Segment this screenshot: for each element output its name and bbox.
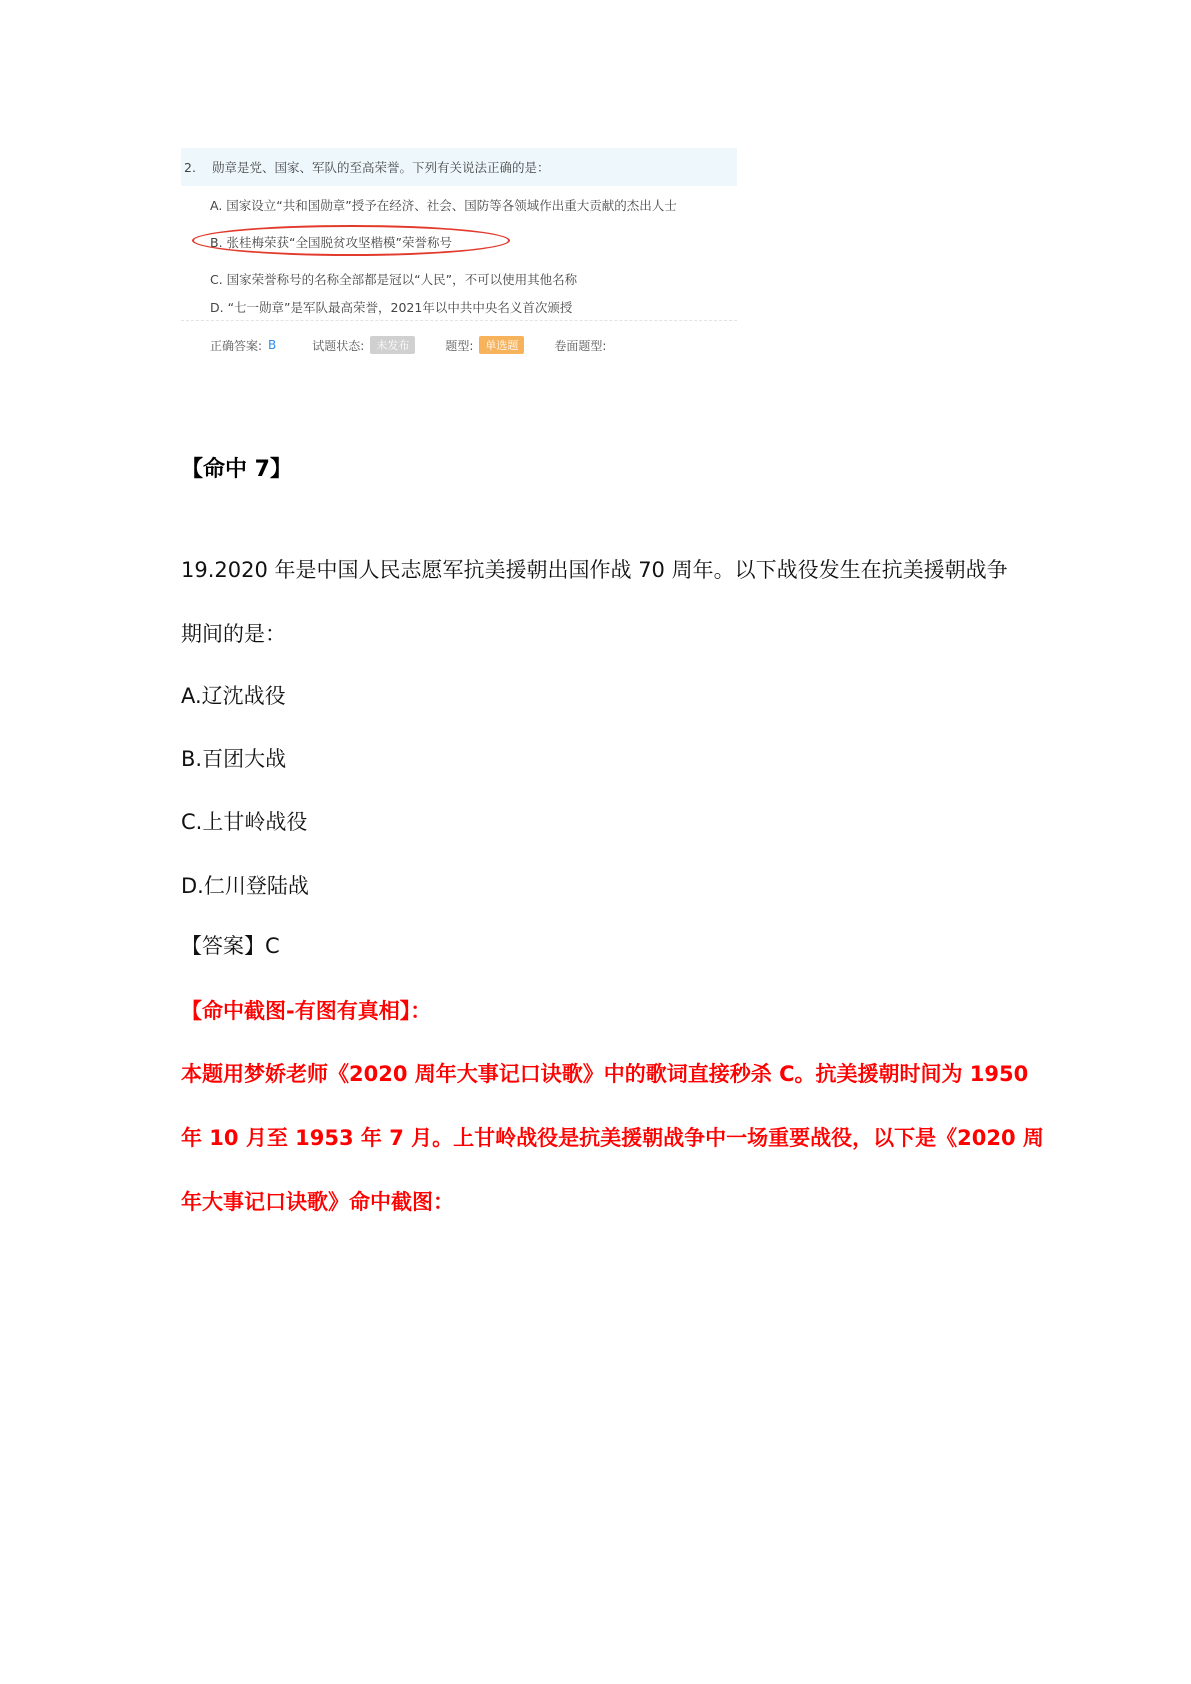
status-label: 试题状态:	[312, 338, 365, 353]
screenshot-option-d: D. “七一勋章”是军队最高荣誉，2021年以中共中央名义首次颁授	[210, 300, 573, 315]
question-screenshot	[181, 148, 737, 358]
screenshot-option-a: A. 国家设立“共和国勋章”授予在经济、社会、国防等各领域作出重大贡献的杰出人士	[210, 198, 677, 213]
paper-type-label: 卷面题型:	[554, 338, 607, 353]
option-a: A.辽沈战役	[181, 684, 286, 708]
status-badge: 未发布	[370, 336, 415, 354]
screenshot-question-number: 2.	[184, 159, 196, 175]
question-line-1: 19.2020 年是中国人民志愿军抗美援朝出国作战 70 周年。以下战役发生在抗美援朝战争	[181, 558, 1008, 582]
option-d: D.仁川登陆战	[181, 874, 309, 898]
screenshot-option-c: C. 国家荣誉称号的名称全部都是冠以“人民”，不可以使用其他名称	[210, 272, 578, 287]
highlight-circle	[192, 225, 510, 256]
type-badge: 单选题	[479, 336, 524, 354]
type-label: 题型:	[445, 338, 474, 353]
screenshot-question-row	[181, 148, 737, 186]
option-b: B.百团大战	[181, 747, 287, 771]
screenshot-meta-row	[210, 336, 606, 354]
analysis-line-1: 本题用梦娇老师《2020 周年大事记口诀歌》中的歌词直接秒杀 C。抗美援朝时间为 1950	[181, 1062, 1029, 1086]
analysis-heading: 【命中截图-有图有真相】：	[181, 999, 432, 1023]
screenshot-question-text: 勋章是党、国家、军队的至高荣誉。下列有关说法正确的是：	[212, 160, 550, 175]
analysis-line-2: 年 10 月至 1953 年 7 月。上甘岭战役是抗美援朝战争中一场重要战役，以下是《2020 周	[181, 1126, 1044, 1150]
screenshot-divider	[181, 320, 737, 321]
answer-line: 【答案】C	[181, 934, 280, 958]
option-c: C.上甘岭战役	[181, 810, 308, 834]
screenshot-option-b: B. 张桂梅荣获“全国脱贫攻坚楷模”荣誉称号	[210, 235, 452, 250]
answer-label: 正确答案:	[210, 338, 263, 353]
hit-title: 【命中 7】	[181, 457, 292, 482]
question-line-2: 期间的是：	[181, 622, 286, 646]
analysis-line-3: 年大事记口诀歌》命中截图：	[181, 1190, 454, 1214]
answer-value: B	[268, 338, 277, 352]
